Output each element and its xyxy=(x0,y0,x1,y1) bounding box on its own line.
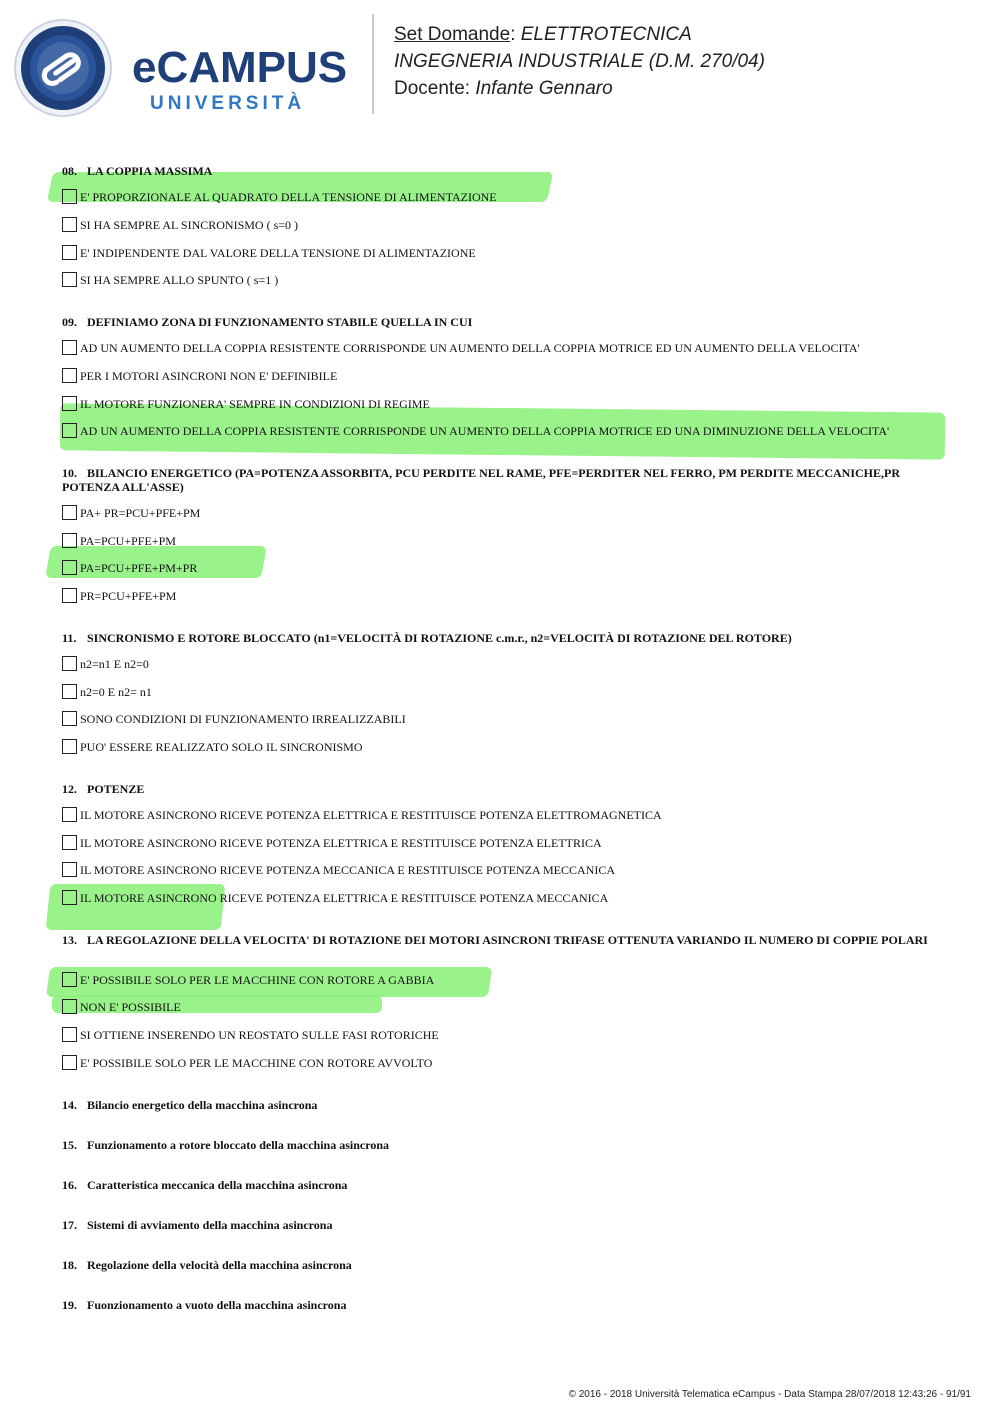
answer-option[interactable] xyxy=(62,505,200,521)
answer-option[interactable] xyxy=(62,245,476,261)
answer-option[interactable] xyxy=(62,835,602,851)
teacher-name: Infante Gennaro xyxy=(475,78,613,99)
answer-option[interactable] xyxy=(62,423,889,439)
answer-checkbox[interactable] xyxy=(62,739,77,754)
answer-checkbox[interactable] xyxy=(62,999,77,1014)
open-question xyxy=(62,1138,389,1152)
answer-checkbox[interactable] xyxy=(62,1055,77,1070)
question-number: 13. xyxy=(62,933,77,947)
answer-text: SI HA SEMPRE ALLO SPUNTO ( s=1 ) xyxy=(80,273,279,287)
answer-option[interactable] xyxy=(62,684,152,700)
answer-checkbox[interactable] xyxy=(62,588,77,603)
question-text: LA COPPIA MASSIMA xyxy=(87,164,213,178)
answer-text: E' POSSIBILE SOLO PER LE MACCHINE CON ROTORE AVVOLTO xyxy=(80,1056,433,1070)
question-number: 12. xyxy=(62,782,77,796)
answer-option[interactable] xyxy=(62,560,197,576)
question-text: SINCRONISMO E ROTORE BLOCCATO (n1=VELOCITÀ DI ROTAZIONE c.m.r., n2=VELOCITÀ DI ROTAZIONE DEL ROTORE) xyxy=(87,631,792,645)
answer-text: PA=PCU+PFE+PM xyxy=(80,534,176,548)
answer-checkbox[interactable] xyxy=(62,217,77,232)
answer-text: SI OTTIENE INSERENDO UN REOSTATO SULLE FASI ROTORICHE xyxy=(80,1028,439,1042)
answer-text: PA=PCU+PFE+PM+PR xyxy=(80,561,198,575)
question-text: BILANCIO ENERGETICO (PA=POTENZA ASSORBITA, PCU PERDITE NEL RAME, PFE=PERDITER NEL FERRO, PM PERDITE MECCANICHE,PR POTENZA ALL'ASSE) xyxy=(62,466,900,494)
answer-option[interactable] xyxy=(62,807,662,823)
question-text: Fuonzionamento a vuoto della macchina asincrona xyxy=(87,1298,347,1312)
open-question xyxy=(62,1258,352,1272)
answer-option[interactable] xyxy=(62,533,176,549)
answer-option[interactable] xyxy=(62,739,363,755)
open-question xyxy=(62,1098,317,1112)
question-text: LA REGOLAZIONE DELLA VELOCITA' DI ROTAZIONE DEI MOTORI ASINCRONI TRIFASE OTTENUTA VARIANDO IL NUMERO DI COPPIE POLARI xyxy=(87,933,928,947)
answer-text: SI HA SEMPRE AL SINCRONISMO ( s=0 ) xyxy=(80,218,299,232)
answer-text: AD UN AUMENTO DELLA COPPIA RESISTENTE CORRISPONDE UN AUMENTO DELLA COPPIA MOTRICE ED UNA DIMINUZIONE DELLA VELOCITA' xyxy=(80,424,890,438)
question-title xyxy=(62,782,942,796)
page-footer: © 2016 - 2018 Università Telematica eCampus - Data Stampa 28/07/2018 12:43:26 - 91/91 xyxy=(568,1389,971,1400)
set-line: Set Domande: ELETTROTECNICA xyxy=(394,24,692,45)
answer-checkbox[interactable] xyxy=(62,272,77,287)
question-text: Bilancio energetico della macchina asincrona xyxy=(87,1098,318,1112)
answer-checkbox[interactable] xyxy=(62,189,77,204)
answer-text: IL MOTORE FUNZIONERA' SEMPRE IN CONDIZIONI DI REGIME xyxy=(80,397,430,411)
open-question xyxy=(62,1178,347,1192)
question-title xyxy=(62,164,942,178)
question-number: 15. xyxy=(62,1138,77,1152)
answer-checkbox[interactable] xyxy=(62,423,77,438)
answer-option[interactable] xyxy=(62,340,860,356)
question-number: 18. xyxy=(62,1258,77,1272)
answer-option[interactable] xyxy=(62,368,337,384)
question-title xyxy=(62,466,942,494)
answer-option[interactable] xyxy=(62,890,608,906)
question-text: Regolazione della velocità della macchina asincrona xyxy=(87,1258,352,1272)
answer-text: IL MOTORE ASINCRONO RICEVE POTENZA MECCANICA E RESTITUISCE POTENZA MECCANICA xyxy=(80,863,616,877)
answer-checkbox[interactable] xyxy=(62,711,77,726)
logo-wordmark: eCAMPUS xyxy=(132,43,348,92)
answer-option[interactable] xyxy=(62,1027,439,1043)
answer-text: n2=0 E n2= n1 xyxy=(80,685,152,699)
question-text: Funzionamento a rotore bloccato della macchina asincrona xyxy=(87,1138,389,1152)
subject-name: ELETTROTECNICA xyxy=(520,24,692,45)
answer-text: PER I MOTORI ASINCRONI NON E' DEFINIBILE xyxy=(80,369,338,383)
question-number: 09. xyxy=(62,315,77,329)
answer-checkbox[interactable] xyxy=(62,862,77,877)
answer-checkbox[interactable] xyxy=(62,396,77,411)
answer-text: IL MOTORE ASINCRONO RICEVE POTENZA ELETTRICA E RESTITUISCE POTENZA ELETTROMAGNETICA xyxy=(80,808,662,822)
question-number: 14. xyxy=(62,1098,77,1112)
answer-checkbox[interactable] xyxy=(62,560,77,575)
answer-checkbox[interactable] xyxy=(62,340,77,355)
question-number: 11. xyxy=(62,631,77,645)
question-number: 16. xyxy=(62,1178,77,1192)
question-title xyxy=(62,631,942,645)
answer-option[interactable] xyxy=(62,999,181,1015)
answer-text: n2=n1 E n2=0 xyxy=(80,657,149,671)
answer-checkbox[interactable] xyxy=(62,1027,77,1042)
answer-option[interactable] xyxy=(62,711,406,727)
answer-option[interactable] xyxy=(62,396,430,412)
answer-option[interactable] xyxy=(62,1055,432,1071)
question-number: 17. xyxy=(62,1218,77,1232)
answer-checkbox[interactable] xyxy=(62,684,77,699)
answer-checkbox[interactable] xyxy=(62,835,77,850)
open-question xyxy=(62,1218,332,1232)
answer-text: IL MOTORE ASINCRONO RICEVE POTENZA ELETTRICA E RESTITUISCE POTENZA MECCANICA xyxy=(80,891,609,905)
answer-text: PUO' ESSERE REALIZZATO SOLO IL SINCRONISMO xyxy=(80,740,363,754)
answer-option[interactable] xyxy=(62,862,615,878)
question-text: Sistemi di avviamento della macchina asincrona xyxy=(87,1218,333,1232)
answer-checkbox[interactable] xyxy=(62,890,77,905)
answer-text: PA+ PR=PCU+PFE+PM xyxy=(80,506,201,520)
answer-checkbox[interactable] xyxy=(62,807,77,822)
answer-option[interactable] xyxy=(62,588,176,604)
answer-text: E' POSSIBILE SOLO PER LE MACCHINE CON ROTORE A GABBIA xyxy=(80,973,435,987)
answer-text: SONO CONDIZIONI DI FUNZIONAMENTO IRREALIZZABILI xyxy=(80,712,406,726)
question-number: 19. xyxy=(62,1298,77,1312)
answer-text: NON E' POSSIBILE xyxy=(80,1000,181,1014)
question-number: 10. xyxy=(62,466,77,480)
set-label: Set Domande xyxy=(394,24,511,45)
answer-checkbox[interactable] xyxy=(62,972,77,987)
course-name: INGEGNERIA INDUSTRIALE (D.M. 270/04) xyxy=(394,51,765,72)
answer-option[interactable] xyxy=(62,217,298,233)
question-text: DEFINIAMO ZONA DI FUNZIONAMENTO STABILE QUELLA IN CUI xyxy=(87,315,473,329)
answer-text: PR=PCU+PFE+PM xyxy=(80,589,177,603)
answer-option[interactable] xyxy=(62,272,278,288)
answer-option[interactable] xyxy=(62,189,497,205)
answer-option[interactable] xyxy=(62,972,434,988)
logo-subtitle: UNIVERSITÀ xyxy=(150,93,306,114)
answer-checkbox[interactable] xyxy=(62,656,77,671)
answer-checkbox[interactable] xyxy=(62,245,77,260)
answer-text: E' INDIPENDENTE DAL VALORE DELLA TENSIONE DI ALIMENTAZIONE xyxy=(80,246,476,260)
question-number: 08. xyxy=(62,164,77,178)
answer-text: AD UN AUMENTO DELLA COPPIA RESISTENTE CORRISPONDE UN AUMENTO DELLA COPPIA MOTRICE ED UN AUMENTO DELLA VELOCITA' xyxy=(80,341,860,355)
question-text: POTENZE xyxy=(87,782,145,796)
open-question xyxy=(62,1298,346,1312)
answer-checkbox[interactable] xyxy=(62,505,77,520)
answer-option[interactable] xyxy=(62,656,149,672)
answer-text: E' PROPORZIONALE AL QUADRATO DELLA TENSIONE DI ALIMENTAZIONE xyxy=(80,190,497,204)
teacher-label: Docente: xyxy=(394,78,476,99)
question-text: Caratteristica meccanica della macchina asincrona xyxy=(87,1178,348,1192)
answer-checkbox[interactable] xyxy=(62,368,77,383)
answer-text: IL MOTORE ASINCRONO RICEVE POTENZA ELETTRICA E RESTITUISCE POTENZA ELETTRICA xyxy=(80,836,602,850)
answer-checkbox[interactable] xyxy=(62,533,77,548)
question-title xyxy=(62,315,942,329)
question-title xyxy=(62,933,942,947)
